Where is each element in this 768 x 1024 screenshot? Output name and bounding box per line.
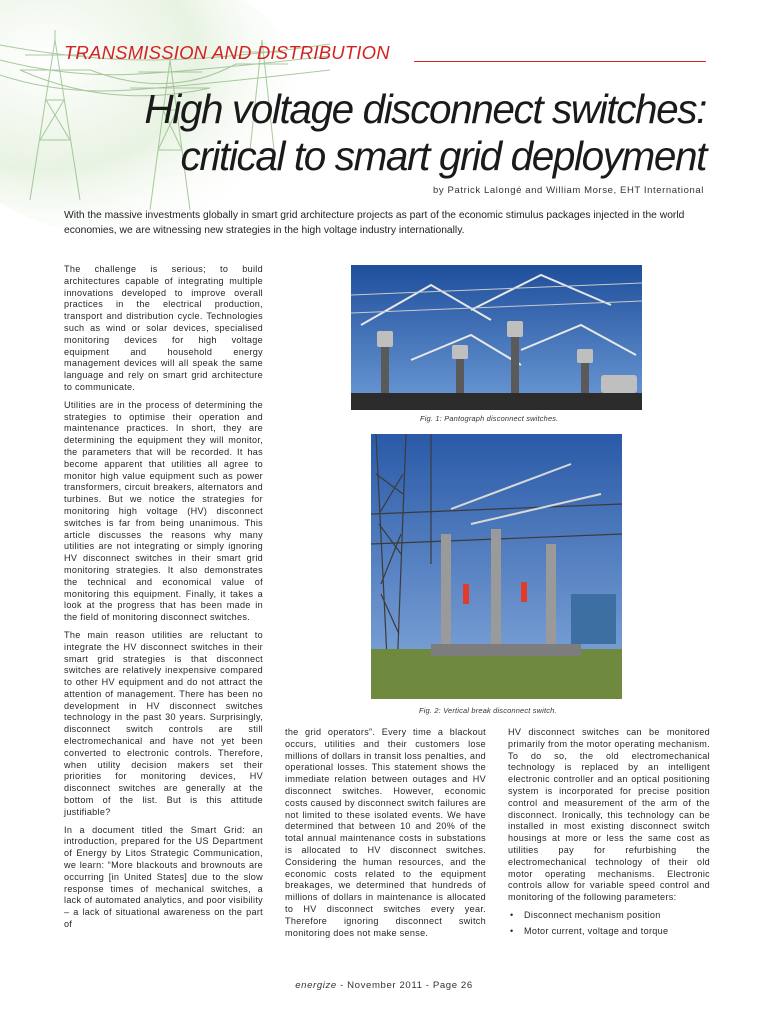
paragraph: Utilities are in the process of determining the strategies to optimise their operation and maintenance practices. In short, they are determining the equipment they will monitor, the parameters that will be recorded. It has become apparent that utilities all agree to monitor high value equipment such as power transformers, circuit breakers, alternators and turbines. But we notice the strategies for monitoring high voltage (HV) disconnect switches is far from being unanimous. This article discusses the reasons why many utilities are not integrating or simply ignoring HV disconnect switches in their smart grid monitoring strategies. It also demonstrates the technical and economical value of monitoring this equipment. Finally, it takes a look at the progress that has been made in the field of monitoring disconnect switches. bbox=[64, 399, 263, 623]
intro-paragraph: With the massive investments globally in smart grid architecture projects as part of the economic stimulus packages injected in the world economies, we are witnessing new strategies in the high voltage industry internationally. bbox=[64, 210, 685, 236]
vertical-break-switch-photo bbox=[371, 434, 622, 699]
bullet-icon: • bbox=[510, 925, 514, 936]
body-column-2 bbox=[285, 727, 486, 945]
list-item-text: Motor current, voltage and torque bbox=[524, 925, 669, 936]
paragraph: The main reason utilities are reluctant to integrate the HV disconnect switches in their smart grid strategies is that disconnect switches are relatively inexpensive compared to other HV equipment and do not attract the attention of management. There has been no development in HV disconnect switches technology in the past 30 years. Surprisingly, disconnect switch controls are still electromechanical and have not yet been converted to electronic controls. Therefore, when utility decision makers set their priorities for monitoring devices, HV disconnect switches are generally at the bottom of the list. But is this attitude justifiable? bbox=[64, 629, 263, 817]
parameter-list bbox=[508, 910, 710, 938]
body-column-3 bbox=[508, 727, 710, 942]
title-line-1: High voltage disconnect switches: bbox=[144, 86, 706, 132]
footer-page-info: - November 2011 - Page 26 bbox=[336, 980, 473, 991]
body-column-1 bbox=[64, 264, 263, 937]
figure-2-caption: Fig. 2: Vertical break disconnect switch. bbox=[419, 706, 557, 715]
paragraph: In a document titled the Smart Grid: an introduction, prepared for the US Department of Energy by Litos Strategic Communication, we learn: “More blackouts and brownouts are occurring [in United States] due to the slow response times of mechanical switches, a lack of automated analytics, and poor visibility – a lack of situational awareness on the part of bbox=[64, 824, 263, 930]
paragraph: the grid operators”. Every time a blackout occurs, utilities and their customers lose millions of dollars in transit loss penalties, and operational losses. This statement shows the immediate relation between outages and HV disconnect switches. However, economic costs caused by disconnect switch failures are not limited to these isolated events. We have determined that between 10 and 20% of the total annual maintenance costs in substations is allocated to HV disconnect switches. Considering the human resources, and the economic costs related to the equipment breakages, we determined that hundreds of millions of dollars in maintenance is allocated to HV disconnect switches every year. Therefore ignoring disconnect switch monitoring does not make sense. bbox=[285, 727, 486, 938]
paragraph: The challenge is serious; to build architectures capable of integrating multiple innovations developed to improve overall practices in the electrical production, transport and distribution cycle. Technologies such as wind or solar devices, specialised monitoring devices for high voltage equipment and household energy management devices will all speak the same language and rely on smart grid architecture to communicate. bbox=[64, 264, 263, 392]
title-line-2: critical to smart grid deployment bbox=[180, 133, 706, 179]
paragraph: HV disconnect switches can be monitored primarily from the motor operating mechanism. To do so, the old electromechanical technology is replaced by an intelligent electronic controller and an optical positioning system is incorporated for precise position control and measurement of the arm of the disconnect. Ironically, this technology can be installed in most existing disconnect switch housings at more or less the same cost as utilities pay for refurbishing the electromechanical technology of their old motor operating mechanisms. Electronic controls allow for variable speed control and monitoring of the following parameters: bbox=[508, 727, 710, 903]
bullet-icon: • bbox=[510, 909, 514, 920]
byline: by Patrick Lalongé and William Morse, EHT International bbox=[433, 185, 704, 196]
article-title bbox=[144, 86, 706, 180]
footer-brand: energize bbox=[295, 980, 337, 991]
figure-1-caption: Fig. 1: Pantograph disconnect switches. bbox=[420, 414, 559, 423]
list-item bbox=[508, 926, 710, 938]
section-rule bbox=[414, 61, 706, 62]
pantograph-switches-photo bbox=[351, 265, 642, 410]
list-item bbox=[508, 910, 710, 922]
page-footer bbox=[0, 980, 768, 991]
section-heading: TRANSMISSION AND DISTRIBUTION bbox=[64, 42, 390, 63]
list-item-text: Disconnect mechanism position bbox=[524, 909, 661, 920]
